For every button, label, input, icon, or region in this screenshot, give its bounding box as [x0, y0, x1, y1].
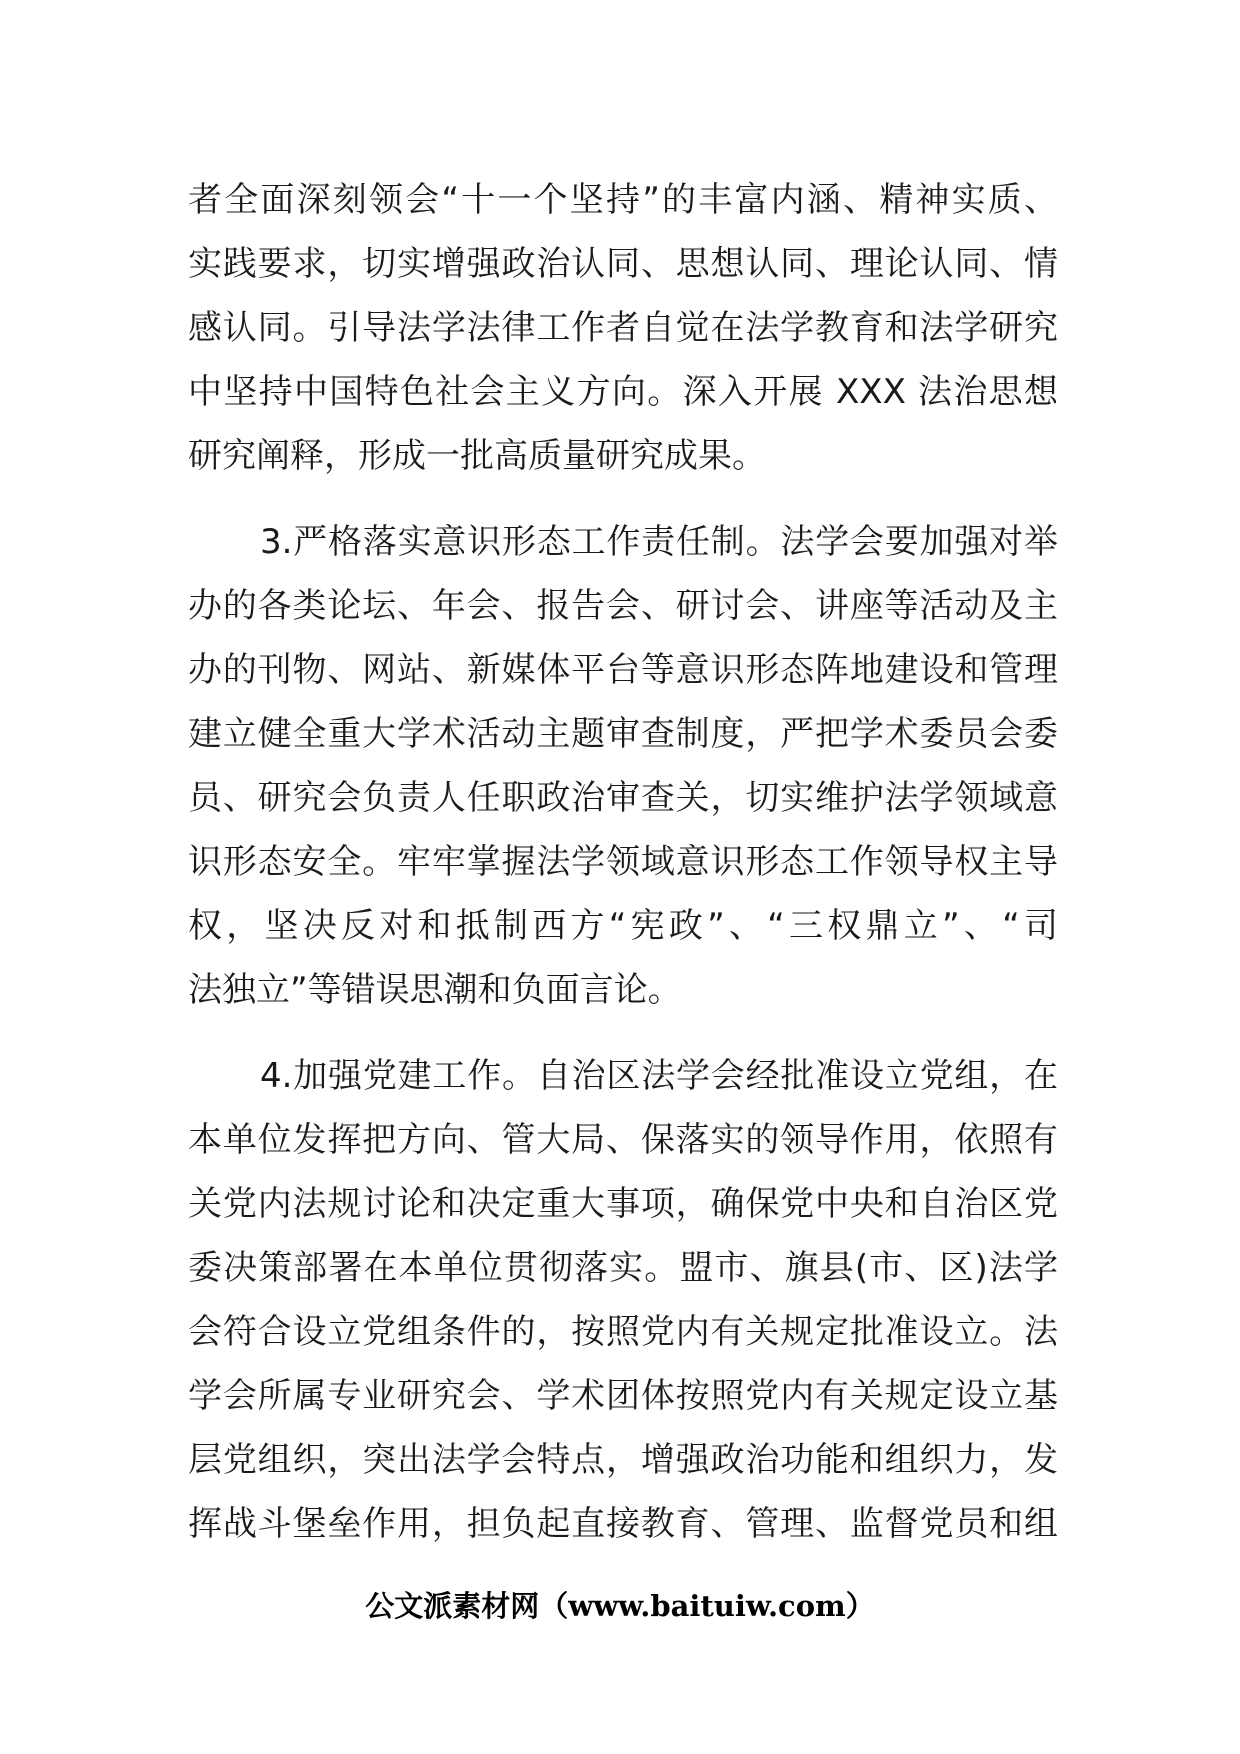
text-line: 办的各类论坛、年会、报告会、研讨会、讲座等活动及主	[188, 586, 1058, 626]
text-line: 法独立”等错误思潮和负面言论。	[188, 970, 682, 1010]
paragraph-spacer	[188, 1022, 1058, 1044]
paragraph-section-4	[188, 1044, 1058, 1556]
text-line-first: 4.加强党建工作。自治区法学会经批准设立党组，在	[260, 1056, 1058, 1096]
text-line: 层党组织，突出法学会特点，增强政治功能和组织力，发	[188, 1440, 1058, 1480]
text-line-first: 3.严格落实意识形态工作责任制。法学会要加强对举	[260, 522, 1058, 562]
text-line: 学会所属专业研究会、学术团体按照党内有关规定设立基	[188, 1376, 1058, 1416]
text-line: 关党内法规讨论和决定重大事项，确保党中央和自治区党	[188, 1184, 1058, 1224]
text-line: 中坚持中国特色社会主义方向。深入开展 XXX 法治思想	[188, 372, 1058, 412]
text-line: 挥战斗堡垒作用，担负起直接教育、管理、监督党员和组	[188, 1504, 1058, 1544]
document-body	[188, 168, 1058, 1556]
text-line: 感认同。引导法学法律工作者自觉在法学教育和法学研究	[188, 308, 1058, 348]
text-line: 实践要求，切实增强政治认同、思想认同、理论认同、情	[188, 244, 1058, 284]
paragraph-continuation	[188, 168, 1058, 488]
text-line: 委决策部署在本单位贯彻落实。盟市、旗县(市、区)法学	[188, 1248, 1058, 1288]
paragraph-spacer	[188, 488, 1058, 510]
paragraph-section-3	[188, 510, 1058, 1022]
text-line: 识形态安全。牢牢掌握法学领域意识形态工作领导权主导	[188, 842, 1058, 882]
text-line: 权，坚决反对和抵制西方“宪政”、“三权鼎立”、“司	[188, 906, 1058, 946]
text-line: 员、研究会负责人任职政治审查关，切实维护法学领域意	[188, 778, 1058, 818]
text-line: 本单位发挥把方向、管大局、保落实的领导作用，依照有	[188, 1120, 1058, 1160]
footer-watermark: 公文派素材网（www.baituiw.com）	[365, 1589, 875, 1623]
text-line: 者全面深刻领会“十一个坚持”的丰富内涵、精神实质、	[188, 180, 1058, 220]
text-line: 研究阐释，形成一批高质量研究成果。	[188, 436, 766, 476]
text-line: 办的刊物、网站、新媒体平台等意识形态阵地建设和管理	[188, 650, 1058, 690]
text-line: 建立健全重大学术活动主题审查制度，严把学术委员会委	[188, 714, 1058, 754]
text-line: 会符合设立党组条件的，按照党内有关规定批准设立。法	[188, 1312, 1058, 1352]
